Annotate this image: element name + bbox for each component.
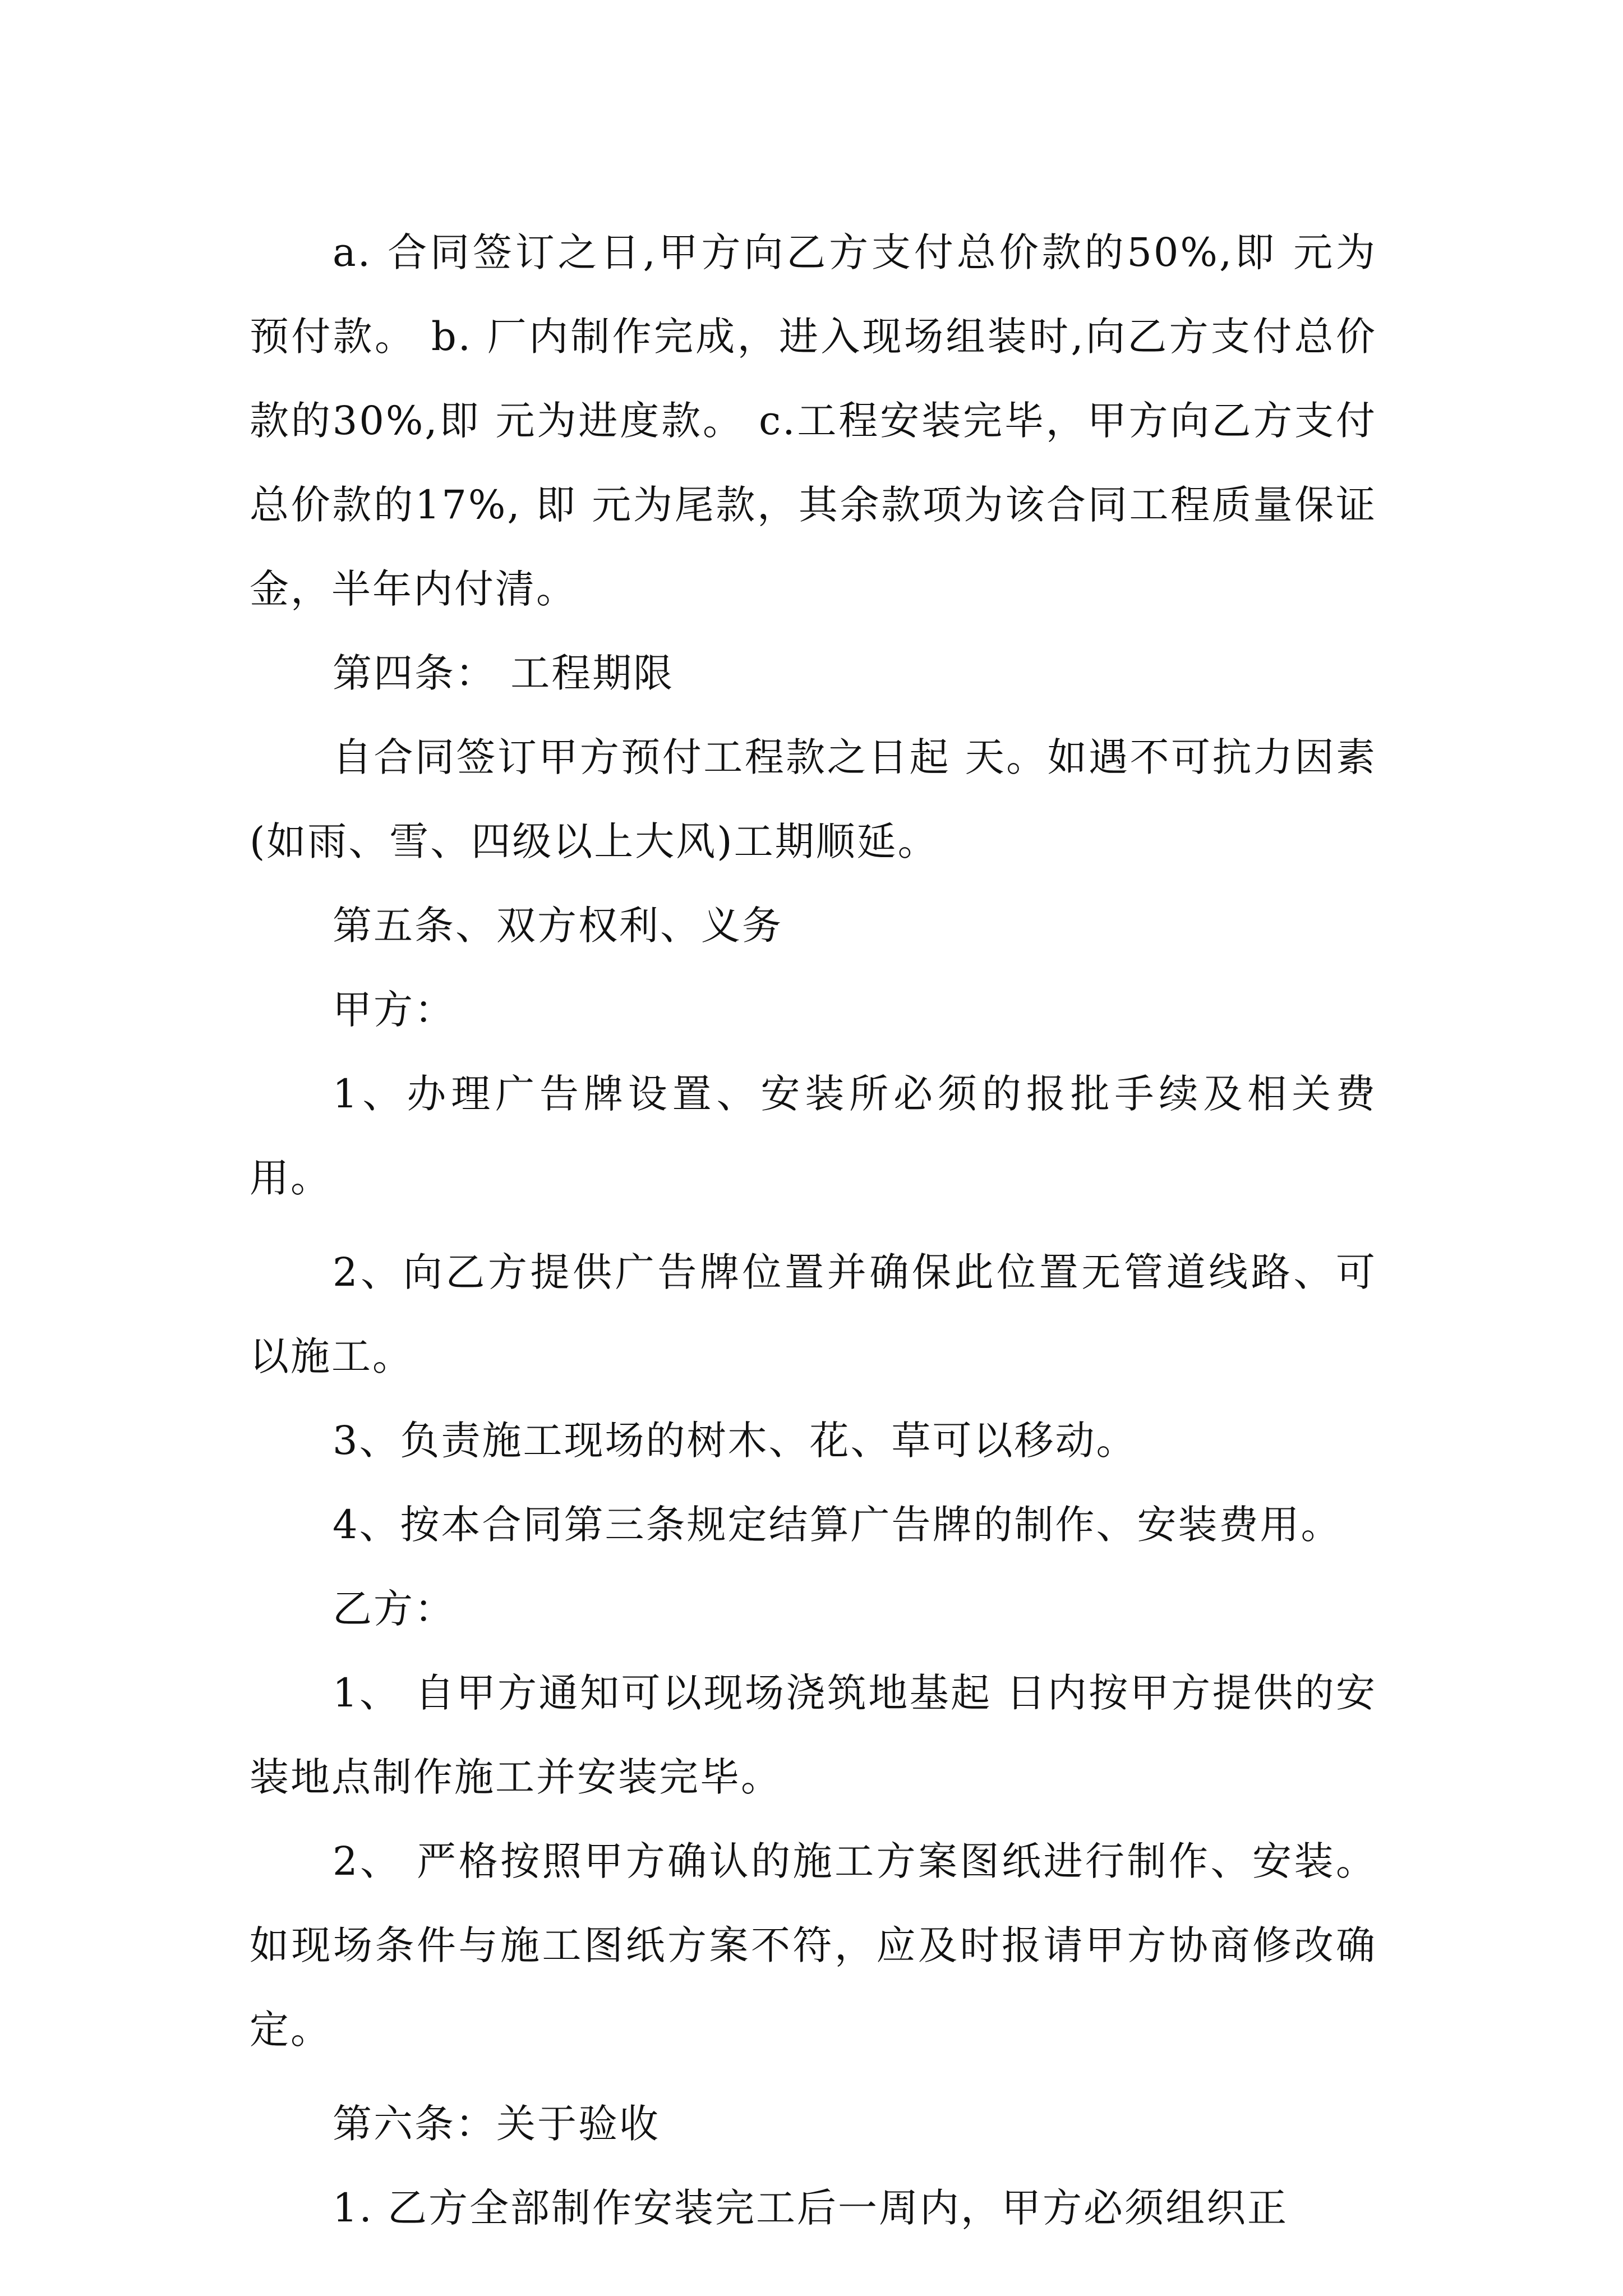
party-a-item-2: 2、向乙方提供广告牌位置并确保此位置无管道线路、可以施工。 bbox=[250, 1249, 1377, 1379]
construction-period-paragraph: 自合同签订甲方预付工程款之日起 天。如遇不可抗力因素(如雨、雪、四级以上大风)工期顺延。 bbox=[250, 734, 1377, 864]
party-a-item-4: 4、按本合同第三条规定结算广告牌的制作、安装费用。 bbox=[333, 1502, 1342, 1548]
article-5-heading: 第五条、双方权利、义务 bbox=[333, 903, 783, 949]
party-a-item-1: 1、办理广告牌设置、安装所必须的报批手续及相关费用。 bbox=[250, 1071, 1377, 1201]
document-body bbox=[250, 210, 1377, 2250]
article-4-heading: 第四条： 工程期限 bbox=[333, 650, 675, 696]
party-b-item-1: 1、 自甲方通知可以现场浇筑地基起 日内按甲方提供的安装地点制作施工并安装完毕。 bbox=[250, 1670, 1377, 1800]
article-6-heading: 第六条：关于验收 bbox=[333, 2101, 660, 2147]
party-b-label: 乙方： bbox=[333, 1586, 455, 1632]
payment-terms-paragraph: a. 合同签订之日,甲方向乙方支付总价款的50%,即 元为预付款。 b. 厂内制作完成，进入现场组装时,向乙方支付总价款的30%,即 元为进度款。 c.工程安装完毕，甲方向乙方支付总价款的17%, 即 元为尾款，其余款项为该合同工程质量保证金，半年内付清。 bbox=[250, 229, 1377, 612]
party-a-label: 甲方： bbox=[333, 987, 455, 1033]
party-b-item-2: 2、 严格按照甲方确认的施工方案图纸进行制作、安装。如现场条件与施工图纸方案不符，应及时报请甲方协商修改确定。 bbox=[250, 1838, 1377, 2053]
party-a-item-3: 3、负责施工现场的树木、花、草可以移动。 bbox=[333, 1418, 1137, 1464]
acceptance-item-1: 1. 乙方全部制作安装完工后一周内，甲方必须组织正 bbox=[333, 2185, 1289, 2231]
